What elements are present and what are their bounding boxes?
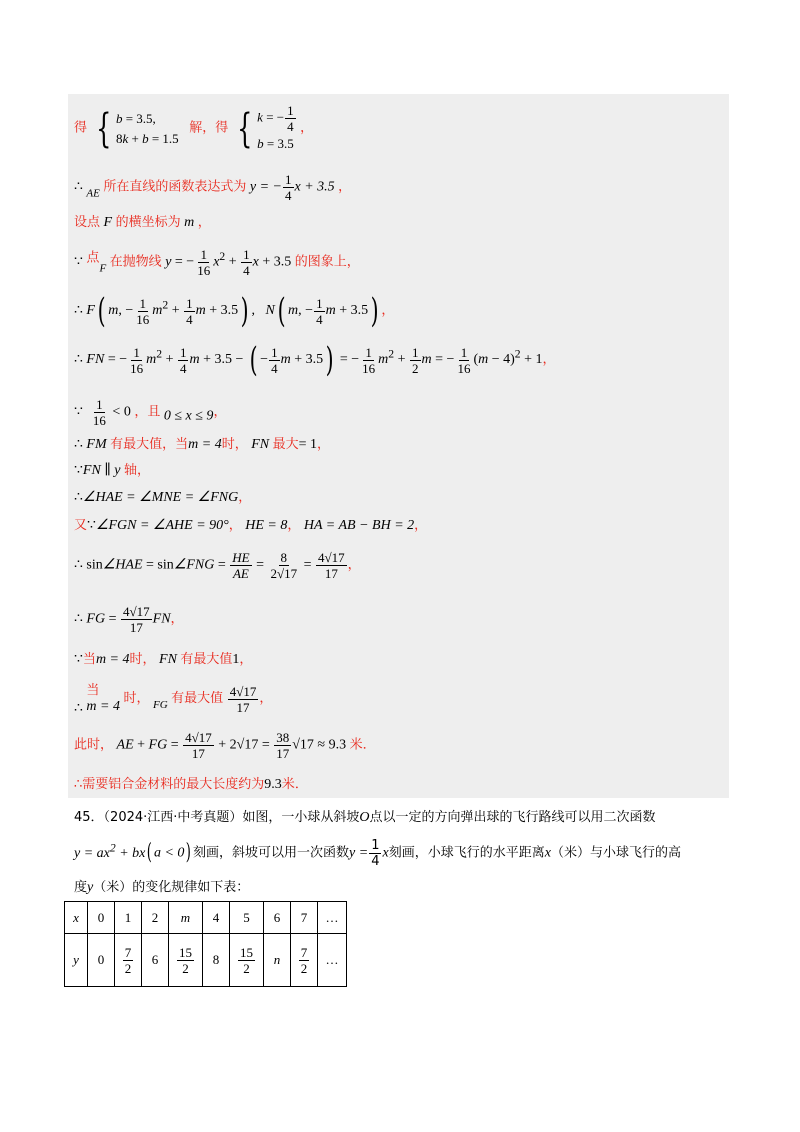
table-cell: 4 — [203, 902, 230, 934]
solution-line-3: 设点 F 的横坐标为 m ， — [74, 215, 211, 230]
table-cell: 0 — [88, 934, 115, 987]
table-cell: 7 — [291, 902, 318, 934]
solution-line-8: ∴ FM 有最大值，当m = 4时， FN 最大= 1， — [74, 436, 331, 452]
fraction: $\frac{15}{2}$ — [179, 944, 192, 976]
solution-line-4: ∵ 点$_F$ 在抛物线 y = − $\frac{1}{16}$ $x^2$ + $\frac{1}{4}$ x + 3.5 的图象上， — [74, 247, 360, 278]
table-cell: 8 — [203, 934, 230, 987]
table-cell — [291, 934, 318, 987]
solution-line-12: ∴ sin∠HAE = sin∠FNG = $\frac{HE}{AE}$ = $\frac{8}{2√17}$ = $\frac{4√17}{17}$ ， — [74, 550, 361, 581]
question-line-2: $y = ax^2 + bx$( a < 0) 刻画，斜坡可以用一次函数y = $\frac{1}{4}$ x刻画，小球飞行的水平距离x（米）与小球飞行的高 — [74, 837, 681, 869]
solution-line-13: ∴ FG = $\frac{4√17}{17}$ FN， — [74, 604, 184, 635]
solution-line-5: ∴ F( m, − $\frac{1}{16}$ $m^2$ + $\frac{1}{4}$ m + 3.5) , N( m, − $\frac{1}{4}$ m + 3.5) ， — [74, 291, 395, 331]
table-cell: 1 — [115, 902, 142, 934]
solution-line-14: ∵当m = 4时， FN 有最大值1， — [74, 651, 253, 667]
question-line-1: 45．（2024·江西·中考真题）如图，一小球从斜坡O点以一定的方向弹出球的飞行路线可以用二次函数 — [74, 810, 656, 825]
solution-line-9: ∵FN ∥ y 轴， — [74, 462, 151, 478]
table-cell: m — [169, 902, 203, 934]
solution-line-17: ∴需要铝合金材料的最大长度约为9.3米． — [74, 777, 308, 792]
table-cell: … — [318, 934, 347, 987]
value-table — [64, 901, 347, 987]
solution-line-10: ∴∠HAE = ∠MNE = ∠FNG， — [74, 489, 252, 505]
solution-line-2: ∴ $_{AE}$ 所在直线的函数表达式为 y = − $\frac{1}{4}$ x + 3.5 ， — [74, 172, 352, 203]
solution-line-7: ∵ $\frac{1}{16}$ < 0 ，且 0 ≤ x ≤ 9， — [74, 397, 227, 428]
table-cell: 5 — [230, 902, 264, 934]
table-cell: 2 — [142, 902, 169, 934]
table-cell: y — [65, 934, 88, 987]
table-cell: 6 — [142, 934, 169, 987]
question-line-3: 度y（米）的变化规律如下表： — [74, 880, 250, 895]
table-row-y — [65, 934, 347, 987]
table-row-x — [65, 902, 347, 934]
table-cell: x — [65, 902, 88, 934]
solution-line-16: 此时， AE + FG = $\frac{4√17}{17}$ + 2√17 = $\frac{38}{17}$ √17 ≈ 9.3 米． — [74, 730, 376, 761]
table-cell: 6 — [264, 902, 291, 934]
table-cell: … — [318, 902, 347, 934]
solution-line-15: ∴ 当 m = 4 时， $_{FG}$ 有最大值 $\frac{4√17}{17}$ ， — [74, 683, 273, 717]
table-cell — [115, 934, 142, 987]
fraction: $\frac{7}{2}$ — [124, 944, 132, 976]
solution-line-6: ∴ FN = − $\frac{1}{16}$ $m^2$ + $\frac{1}{4}$ m + 3.5 − ( − $\frac{1}{4}$ m + 3.5) = − $\frac{1}{16}$ $m^2$ + $\frac{1}{2}$ m = − $\frac{1}{16}$ $(m - 4)^2 + 1$， — [74, 340, 556, 380]
table-cell — [169, 934, 203, 987]
solution-line-11: 又∵∠FGN = ∠AHE = 90°， HE = 8， HA = AB − BH = 2， — [74, 517, 428, 533]
fraction: $\frac{7}{2}$ — [300, 944, 308, 976]
table-cell — [230, 934, 264, 987]
table-cell: n — [264, 934, 291, 987]
solution-line-1: 得 { b = 3.5, 8k + b = 1.5 解，得 { k = − $\frac{1}{4}$ b = 3.5 ， — [74, 103, 314, 152]
table-cell: 0 — [88, 902, 115, 934]
fraction: $\frac{15}{2}$ — [240, 944, 253, 976]
